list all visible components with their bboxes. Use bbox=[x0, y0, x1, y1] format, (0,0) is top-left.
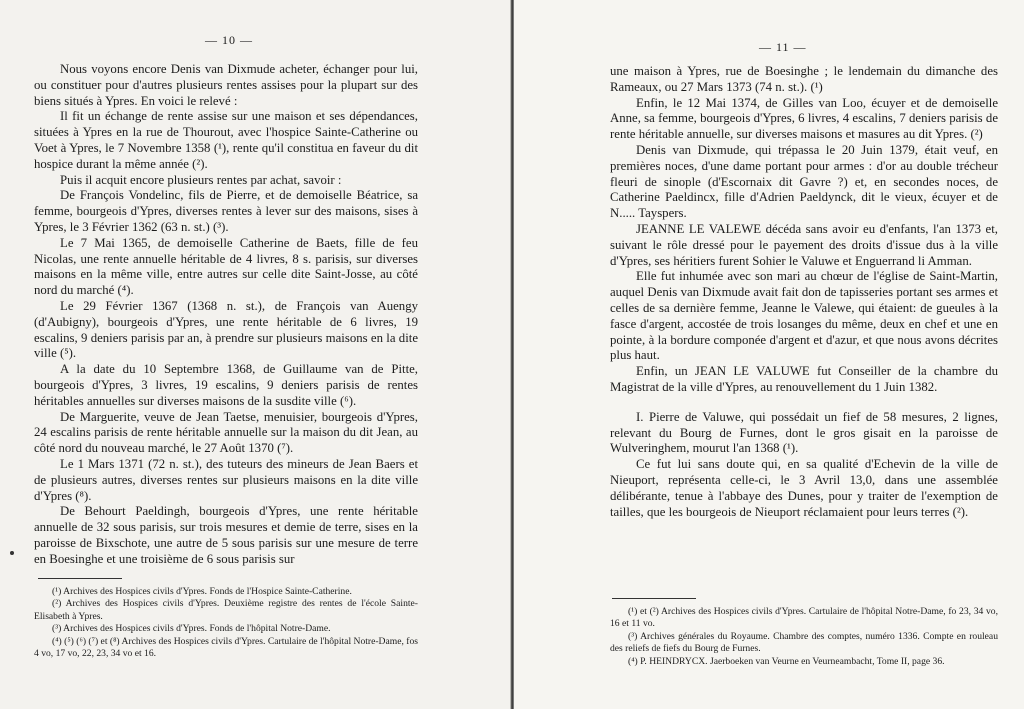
footnote: (⁴) (⁵) (⁶) (⁷) et (⁸) Archives des Hospices civils d'Ypres. Cartulaire de l'hôpital Notre-Dame, fos 4 vo, 17 vo, 22, 23, 34 vo et 16. bbox=[34, 635, 418, 660]
right-page-body bbox=[610, 64, 998, 520]
section-paragraph: I. Pierre de Valuwe, qui possédait un fief de 58 mesures, 2 lignes, relevant du Bourg de Furnes, dont le gros gisait en la paroisse de Wulveringhem, mourut l'an 1368 (¹). bbox=[610, 409, 998, 456]
paragraph: JEANNE LE VALEWE décéda sans avoir eu d'enfants, l'an 1373 et, suivant le rôle dressé pour le payement des droits d'issue dus à la ville d'Ypres, ses héritiers furent Sohier le Valuwe et Enguerrand li Amman. bbox=[610, 221, 998, 268]
footnote: (³) Archives des Hospices civils d'Ypres. Fonds de l'hôpital Notre-Dame. bbox=[52, 623, 331, 635]
paragraph: une maison à Ypres, rue de Boesinghe ; le lendemain du dimanche des Rameaux, ou 27 Mars 1373 (74 n. st.). (¹) bbox=[610, 64, 998, 94]
paragraph: De Marguerite, veuve de Jean Taetse, menuisier, bourgeois d'Ypres, 24 escalins parisis de rente héritable annuelle sur la maison du dit Jean, au côté nord du nouveau marché, le 27 Août 1370 (⁷). bbox=[34, 409, 418, 456]
page-number: — 11 — bbox=[759, 40, 807, 54]
footnote: (⁴) P. HEINDRYCX. Jaerboeken van Veurne en Veurneambacht, Tome II, page 36. bbox=[628, 655, 945, 667]
paragraph: A la date du 10 Septembre 1368, de Guillaume van de Pitte, bourgeois d'Ypres, 3 livres, 19 escalins, 9 deniers parisis de rentes héritables annuelles sur diverses maisons de la susdite ville (⁶). bbox=[34, 362, 418, 408]
page-number: — 10 — bbox=[205, 33, 253, 47]
paragraph: Enfin, un JEAN LE VALUWE fut Conseiller de la chambre du Magistrat de la ville d'Ypres, au renouvellement du 1 Juin 1382. bbox=[610, 364, 998, 394]
paragraph: Elle fut inhumée avec son mari au chœur de l'église de Saint-Martin, auquel Denis van Dixmude avait fait don de tapisseries portant ses armes et celles de sa dernière femme, Jeanne le Valewe, qui étaient: de gueules à la fasce d'argent, accostée de trois losanges du même, deux en chef et une en pointe, à la bordure componée d'argent et d'azur, et que nous avons décrites plus haut. bbox=[610, 269, 998, 363]
footnote: (¹) Archives des Hospices civils d'Ypres. Fonds de l'Hospice Sainte-Catherine. bbox=[52, 586, 352, 597]
footnote: (²) Archives des Hospices civils d'Ypres. Deuxième registre des rentes de l'école Sainte-Elisabeth à Ypres. bbox=[34, 598, 418, 622]
footnote: (¹) et (²) Archives des Hospices civils d'Ypres. Cartulaire de l'hôpital Notre-Dame, fo 23, 34 vo, 16 et 11 vo. bbox=[610, 606, 998, 630]
footnote-separator bbox=[38, 578, 122, 579]
paragraph: Enfin, le 12 Mai 1374, de Gilles van Loo, écuyer et de demoiselle Anne, sa femme, bourgeois d'Ypres, 6 livres, 4 escalins, 7 deniers parisis de rente héritable annuelle, sur diverses maisons et masures au dit Ypres. (²) bbox=[610, 95, 998, 142]
section-paragraph: Ce fut lui sans doute qui, en sa qualité d'Echevin de la ville de Nieuport, représenta celle-ci, le 3 Avril 13,0, dans une assemblée délibérante, tenue à l'abbaye des Dunes, pour y traiter de l'exemption de tailles, que les bourgeois de Nieuport réclamaient pour leurs terres (²). bbox=[610, 457, 998, 519]
right-page-footnotes bbox=[610, 606, 998, 668]
paragraph: Puis il acquit encore plusieurs rentes par achat, savoir : bbox=[60, 172, 342, 187]
paragraph: Le 7 Mai 1365, de demoiselle Catherine de Baets, fille de feu Nicolas, une rente annuelle héritable de 4 livres, 8 s. parisis, sur diverses maisons en la même ville, entre autres sur celle dite Saint-Josse, au côté nord du marché (⁴). bbox=[34, 235, 418, 298]
paragraph: Il fit un échange de rente assise sur une maison et ses dépendances, situées à Ypres en la rue de Thourout, avec l'hospice Sainte-Catherine ou Voet à Ypres, le 7 Novembre 1358 (¹), rente qu'il constitua en faveur du dit hospice durant la même année (²). bbox=[34, 109, 418, 171]
paragraph: Le 29 Février 1367 (1368 n. st.), de François van Auengy (d'Aubigny), bourgeois d'Ypres, une rente héritable de 6 livres, 19 escalins, 9 deniers parisis par an, à prendre sur plusieurs maisons en la dite ville (⁵). bbox=[34, 298, 418, 361]
paragraph: Nous voyons encore Denis van Dixmude acheter, échanger pour lui, ou constituer pour d'autres plusieurs rentes assises pour la plupart sur des biens situés à Ypres. En voici le relevé : bbox=[34, 62, 418, 108]
right-page bbox=[514, 0, 1024, 709]
footnote-separator bbox=[612, 598, 696, 599]
left-page-footnotes bbox=[34, 586, 418, 660]
left-page-body bbox=[34, 62, 418, 568]
paragraph: De Behourt Paeldingh, bourgeois d'Ypres, une rente héritable annuelle de 32 sous parisis, sur trois mesures et demie de terre, sises en la paroisse de Bixschote, une autre de 5 sous parisis sur une mesure de terre en Boesinghe et une troisième de 6 sous parisis sur bbox=[34, 504, 418, 566]
paragraph: Le 1 Mars 1371 (72 n. st.), des tuteurs des mineurs de Jean Baers et de plusieurs autres, diverses rentes sur plusieurs maisons en la dite ville d'Ypres (⁸). bbox=[34, 456, 418, 503]
footnote: (³) Archives générales du Royaume. Chambre des comptes, numéro 1336. Compte en rouleau des reliefs de fiefs du Bourg de Furnes. bbox=[610, 630, 998, 655]
paragraph: Denis van Dixmude, qui trépassa le 20 Juin 1379, était veuf, en premières noces, d'une dame portant pour armes : d'or au double trécheur fleuri de sinople (d'Escornaix dit Gavre ?) et, en secondes noces, de Catherine Paeldincx, fille d'Adrien Paeldynck, dit le vieux, écuyer et de N..... Tayspers. bbox=[610, 142, 998, 221]
ink-smudge bbox=[10, 551, 14, 555]
paragraph: De François Vondelinc, fils de Pierre, et de demoiselle Béatrice, sa femme, bourgeois d'Ypres, diverses rentes à lever sur des maisons, sises à Ypres, le 3 Février 1362 (63 n. st.) (³). bbox=[34, 188, 418, 234]
